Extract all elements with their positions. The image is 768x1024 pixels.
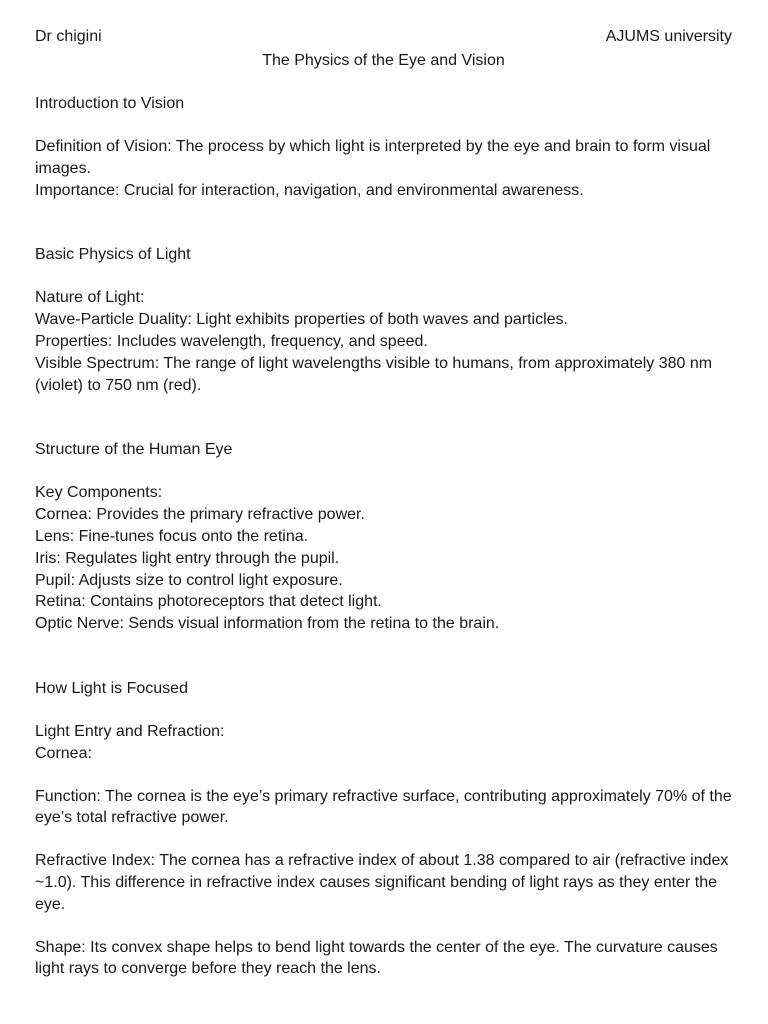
text-line: Definition of Vision: The process by which light is interpreted by the eye and brain to form visual images. xyxy=(35,138,711,177)
section-heading-eye-structure: Structure of the Human Eye xyxy=(35,441,233,459)
text-line: Key Components: xyxy=(35,484,163,502)
text-line: Light Entry and Refraction: xyxy=(35,722,225,740)
section-heading-light: Basic Physics of Light xyxy=(35,246,191,264)
text-line: Cornea: xyxy=(35,744,92,762)
page-header xyxy=(35,26,732,48)
section-paragraph xyxy=(35,287,732,396)
text-line: Function: The cornea is the eye’s primary refractive surface, contributing approximately 70% of the eye’s total refractive power. xyxy=(35,787,732,827)
section-paragraph xyxy=(35,937,732,981)
text-line: Lens: Fine-tunes focus onto the retina. xyxy=(35,527,309,545)
text-line: Retina: Contains photoreceptors that detect light. xyxy=(35,593,382,611)
text-line: Optic Nerve: Sends visual information from the retina to the brain. xyxy=(35,615,500,633)
text-line: Wave-Particle Duality: Light exhibits properties of both waves and particles. xyxy=(35,311,568,329)
author-name: Dr chigini xyxy=(35,28,102,45)
document-title: The Physics of the Eye and Vision xyxy=(262,52,505,69)
text-line: Iris: Regulates light entry through the pupil. xyxy=(35,549,340,567)
section-paragraph xyxy=(35,136,732,201)
text-line: Nature of Light: xyxy=(35,289,145,307)
text-line: Pupil: Adjusts size to control light exposure. xyxy=(35,571,343,589)
text-line: Importance: Crucial for interaction, navigation, and environmental awareness. xyxy=(35,181,584,199)
text-line: Properties: Includes wavelength, frequency, and speed. xyxy=(35,332,428,350)
text-line: Shape: Its convex shape helps to bend light towards the center of the eye. The curvature causes light rays to converge before they reach the lens. xyxy=(35,938,718,978)
section-paragraph xyxy=(35,721,732,765)
section-paragraph xyxy=(35,482,732,635)
section-paragraph xyxy=(35,786,732,830)
section-heading-focus: How Light is Focused xyxy=(35,679,188,697)
section-heading-introduction: Introduction to Vision xyxy=(35,95,185,112)
institution-name: AJUMS university xyxy=(605,28,732,45)
section-paragraph xyxy=(35,850,732,915)
text-line: Visible Spectrum: The range of light wavelengths visible to humans, from approximately 380 nm (violet) to 750 nm (red). xyxy=(35,354,713,394)
text-line: Refractive Index: The cornea has a refractive index of about 1.38 compared to air (refractive index ~1.0). This difference in refractive index causes significant bending of light rays as they enter the eye. xyxy=(35,852,729,913)
text-line: Cornea: Provides the primary refractive power. xyxy=(35,506,365,524)
